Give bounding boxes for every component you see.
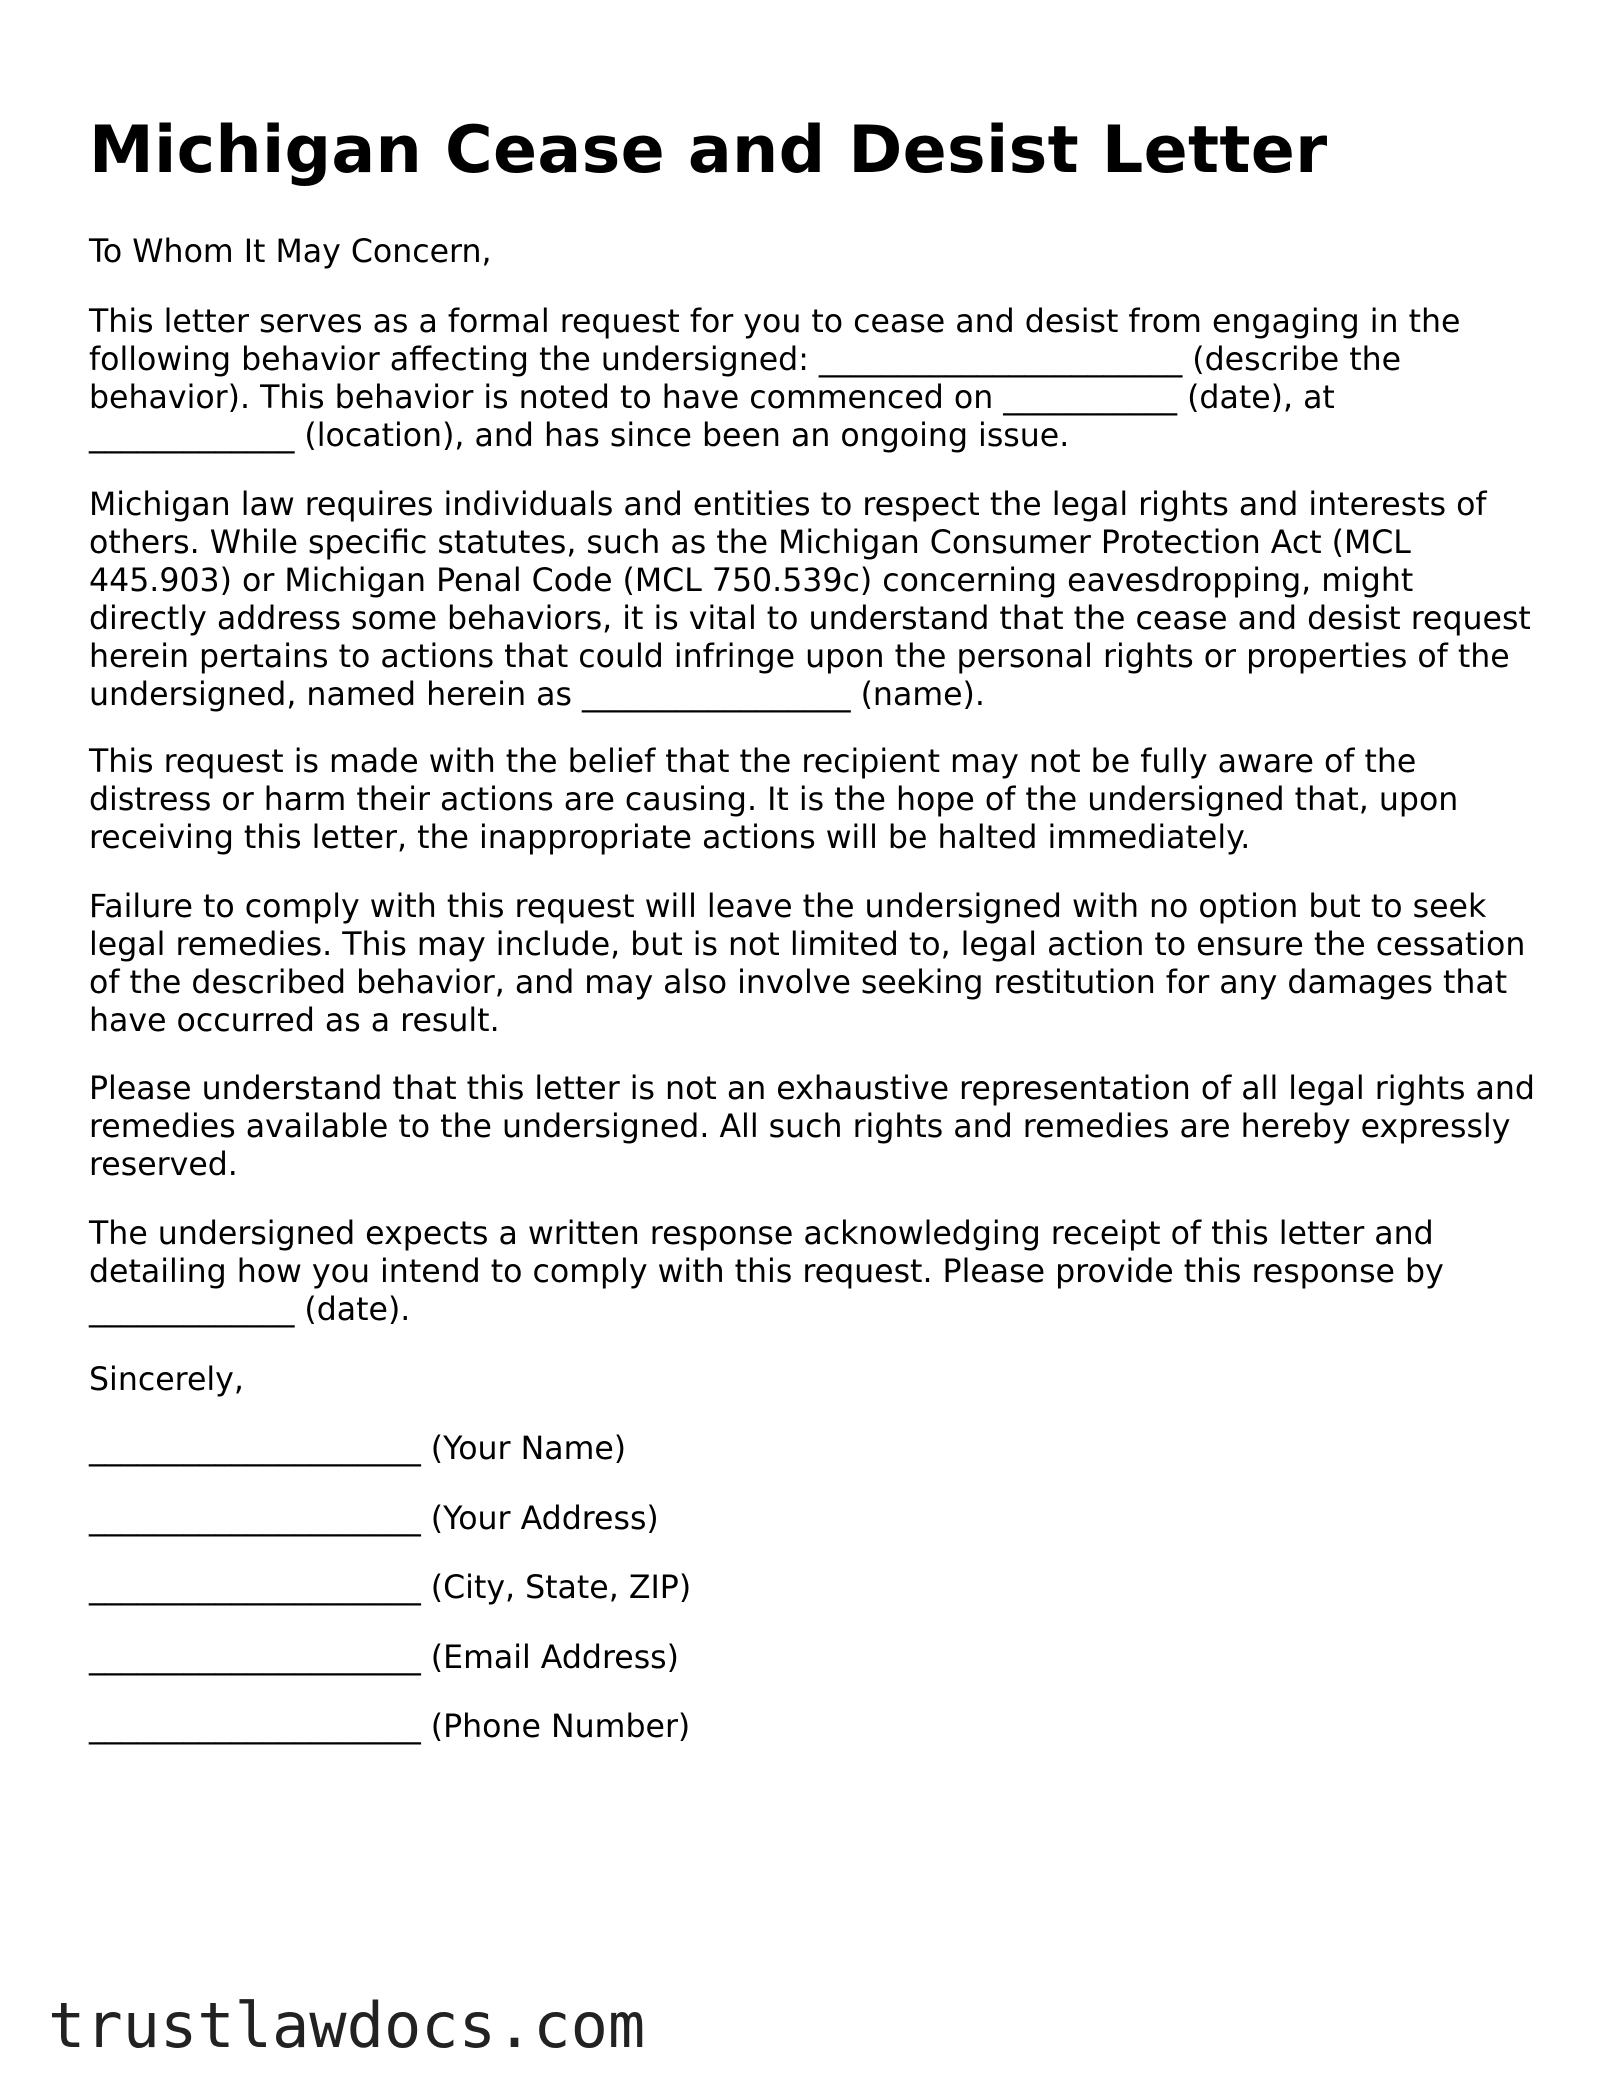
watermark: trustlawdocs.com (48, 1989, 646, 2062)
paragraph-response-expected: The undersigned expects a written response acknowledging receipt of this letter and detailing how you intend to comply with this request. Please provide this response by _____________ (date). (89, 1216, 1444, 1328)
paragraph-michigan-law: Michigan law requires individuals and entities to respect the legal rights and interests of others. While specific statutes, such as the Michigan Consumer Protection Act (MCL 445.903) or Michigan Penal Code (MCL 750.539c) concerning eavesdropping, might directly address some behaviors, it is vital to understand that the cease and desist request herein pertains to actions that could infringe upon the personal rights or properties of the undersigned, named herein as _________________ (name). (89, 487, 1531, 713)
closing: Sincerely, (89, 1362, 244, 1398)
signature-line-email: _____________________ (Email Address) (89, 1640, 679, 1676)
paragraph-behavior-request: This letter serves as a formal request for you to cease and desist from engaging in the following behavior affecting the undersigned: _______________________ (describe the behavior). This behavior is noted to have commenced on ___________ (date), at _____________ (location), and has since been an ongoing issue. (89, 304, 1461, 454)
page-title: Michigan Cease and Desist Letter (89, 113, 1328, 188)
paragraph-belief: This request is made with the belief that the recipient may not be fully aware of the distress or harm their actions are causing. It is the hope of the undersigned that, upon receiving this letter, the inappropriate actions will be halted immediately. (89, 744, 1459, 856)
signature-line-address: _____________________ (Your Address) (89, 1501, 659, 1537)
paragraph-failure-to-comply: Failure to comply with this request will leave the undersigned with no option but to seek legal remedies. This may include, but is not limited to, legal action to ensure the cessation of the described behavior, and may also involve seeking restitution for any damages that have occurred as a result. (89, 889, 1526, 1039)
signature-line-phone: _____________________ (Phone Number) (89, 1709, 691, 1745)
signature-line-city-state-zip: _____________________ (City, State, ZIP) (89, 1570, 692, 1606)
paragraph-rights-reserved: Please understand that this letter is not an exhaustive representation of all legal rights and remedies available to the undersigned. All such rights and remedies are hereby expressly reserved. (89, 1071, 1535, 1183)
signature-line-name: _____________________ (Your Name) (89, 1431, 627, 1467)
salutation: To Whom It May Concern, (89, 234, 492, 270)
